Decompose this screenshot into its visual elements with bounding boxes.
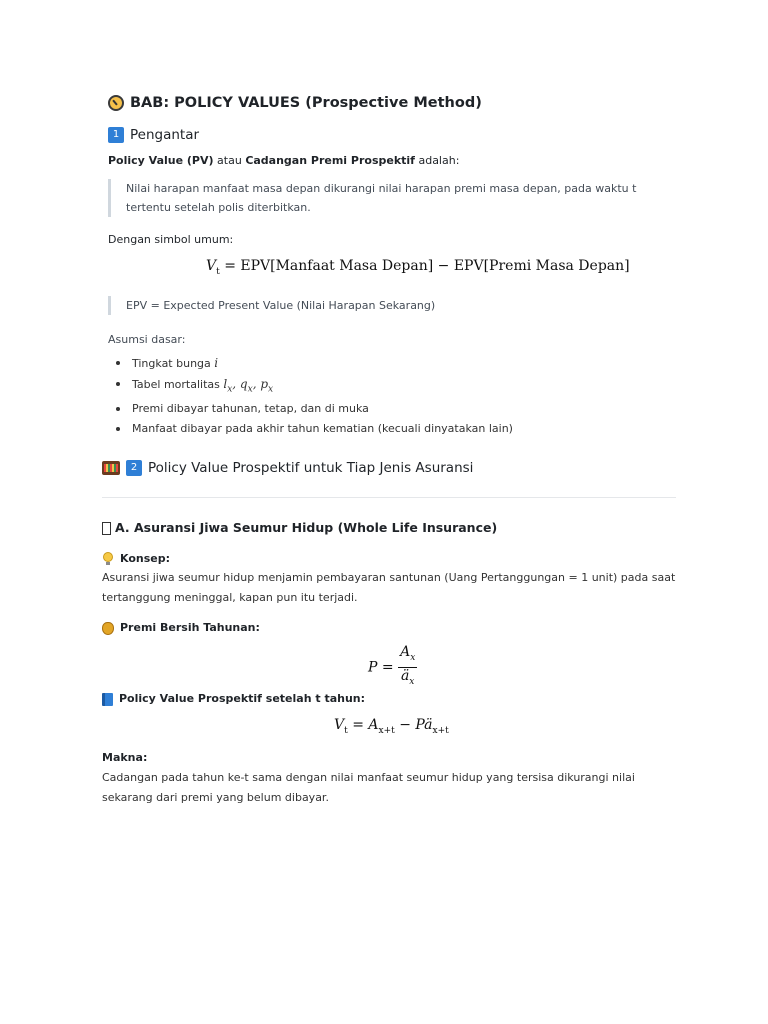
pv-definition-quote: Nilai harapan manfaat masa depan dikurangi nilai harapan premi masa depan, pada waktu t tertentu setelah polis diterbitkan. — [108, 179, 676, 217]
money-bag-icon — [102, 622, 114, 635]
p-sub: x — [268, 384, 274, 395]
section-pengantar-title: Pengantar — [130, 127, 200, 143]
numerator-symbol: A — [400, 644, 411, 660]
epv-note: EPV = Expected Present Value (Nilai Harapan Sekarang) — [108, 296, 676, 315]
section-2-title: Policy Value Prospektif untuk Tiap Jenis Asuransi — [148, 460, 474, 476]
pv-label-text: Policy Value Prospektif setelah t tahun: — [119, 692, 366, 705]
abacus-icon — [102, 461, 120, 475]
subsection-a-heading — [102, 518, 497, 538]
list-item-text: Tabel mortalitas — [132, 378, 224, 391]
q-sub: x — [247, 384, 253, 395]
intro-end: adalah: — [414, 154, 460, 167]
chapter-title-text: BAB: POLICY VALUES (Prospective Method) — [130, 95, 482, 111]
a-sub: x+t — [378, 725, 395, 736]
pv-sub: t — [344, 725, 348, 736]
asumsi-list — [108, 353, 513, 439]
list-item-text: Tingkat bunga — [132, 357, 215, 370]
numerator-sub: x — [410, 652, 416, 663]
konsep-label — [102, 550, 170, 568]
p-annuity-symbol: Pä — [415, 717, 433, 733]
denominator-sub: x — [409, 676, 415, 687]
premium-formula: P = $\frac{A_x}{ä_x}$ — [368, 645, 417, 690]
l-sub: x — [227, 384, 233, 395]
pv-label — [102, 690, 365, 708]
mortality-symbols: $l_x$, $q_x$, $p_x$ — [223, 377, 274, 395]
list-item — [108, 353, 513, 374]
a-symbol: A — [368, 717, 379, 733]
list-item: Premi dibayar tahunan, tetap, dan di muka — [108, 399, 513, 419]
konsep-text: Asuransi jiwa seumur hidup menjamin pembayaran santunan (Uang Pertanggungan = 1 unit) pada saat tertanggung meninggal, kapan pun itu terjadi. — [102, 571, 676, 604]
section-2-heading — [102, 458, 473, 478]
makna-text: Cadangan pada tahun ke-t sama dengan nilai manfaat seumur hidup yang tersisa dikurangi nilai sekarang dari premi yang belum dibayar. — [102, 771, 635, 804]
pv-term: Policy Value (PV) — [108, 154, 214, 167]
lightbulb-icon — [102, 552, 114, 566]
premium-symbol: P — [368, 659, 378, 676]
fraction-denominator — [398, 668, 417, 690]
pv-definition-intro — [108, 151, 459, 171]
pv-symbol: V — [334, 717, 345, 733]
premi-label — [102, 619, 260, 637]
section-pengantar-heading — [108, 125, 199, 145]
formula-lhs-sub: t — [216, 266, 220, 277]
subsection-a-title: A. Asuransi Jiwa Seumur Hidup (Whole Life Insurance) — [115, 520, 498, 535]
premi-label-text: Premi Bersih Tahunan: — [120, 621, 260, 634]
clock-icon — [108, 95, 124, 111]
intro-connector: atau — [213, 154, 246, 167]
p-symbol: p — [260, 377, 269, 391]
konsep-label-text: Konsep: — [120, 552, 170, 565]
pv-whole-life-formula: $V_t = A_{x+t}$ − $Pä_{x+t}$ — [334, 717, 449, 736]
p-annuity-sub: x+t — [432, 725, 449, 736]
list-item: Manfaat dibayar pada akhir tahun kematian (kecuali dinyatakan lain) — [108, 419, 513, 439]
fraction-numerator — [398, 645, 417, 668]
missing-glyph-icon — [102, 522, 111, 535]
formula-lhs: V — [206, 258, 217, 274]
asumsi-title: Asumsi dasar: — [108, 333, 186, 346]
symbol-intro: Dengan simbol umum: — [108, 233, 234, 246]
chapter-title — [108, 93, 482, 113]
number-one-icon: 1 — [108, 127, 124, 143]
cadangan-term: Cadangan Premi Prospektif — [245, 154, 415, 167]
general-pv-formula — [206, 258, 630, 277]
denominator-symbol: ä — [400, 667, 410, 684]
section-divider — [102, 497, 676, 498]
interest-symbol: i — [214, 356, 219, 370]
list-item — [108, 374, 513, 399]
premium-fraction — [398, 645, 417, 690]
makna-label: Makna: — [102, 751, 148, 764]
number-two-icon: 2 — [126, 460, 142, 476]
formula-rhs: = EPV[Manfaat Masa Depan] − EPV[Premi Masa Depan] — [219, 258, 630, 274]
l-symbol: l — [223, 377, 228, 391]
book-icon — [102, 693, 113, 706]
q-symbol: q — [239, 377, 248, 391]
